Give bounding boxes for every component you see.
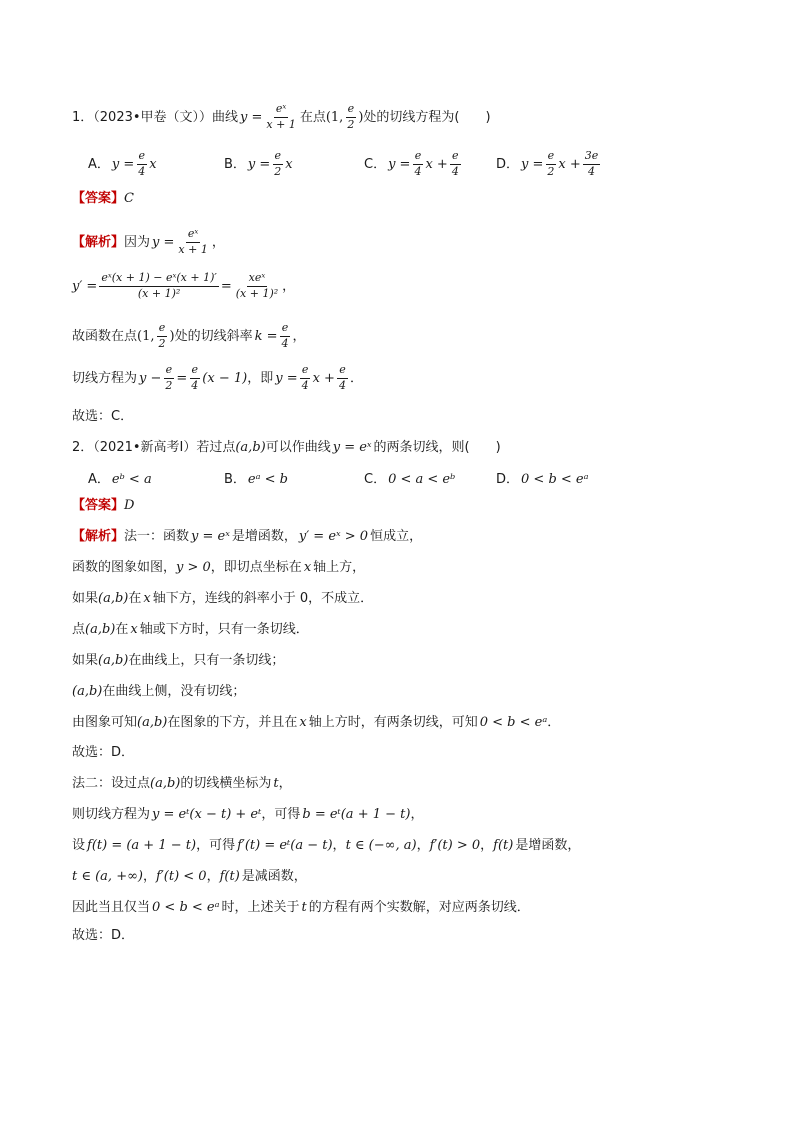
q1-tangent-lhs: y − xyxy=(139,370,162,386)
q1-option-d-after: x + xyxy=(558,156,581,172)
q2-option-d[interactable] xyxy=(496,473,589,486)
q2-lead: 2．（2021•新高考Ⅰ）若过点 xyxy=(72,440,236,455)
q1-option-c-fraction xyxy=(412,150,423,178)
q2-m7-period: ． xyxy=(547,715,561,730)
q2-option-c[interactable] xyxy=(364,473,455,486)
q2-m4-a: 点 xyxy=(72,622,86,637)
q1-tangent-num2: e xyxy=(190,364,201,379)
q2-m3-c: 轴下方，连线的斜率小于 0，不成立． xyxy=(152,591,374,606)
q1-point-den: 2 xyxy=(347,117,355,131)
q2-option-d-label: D． xyxy=(496,471,520,487)
q1-option-c-fraction2 xyxy=(450,150,461,178)
q2-m7-c: 轴上方时，有两条切线，可知 xyxy=(308,715,478,730)
q2-analysis-line5 xyxy=(72,654,284,667)
q1-option-c-den2: 4 xyxy=(451,164,459,178)
q1-curve-num: eˣ xyxy=(274,103,288,118)
q1-slope-fraction xyxy=(280,322,291,350)
q1-slope-lead: 故函数在点 xyxy=(72,328,138,344)
q1-option-d[interactable] xyxy=(496,150,602,178)
q1-derivative xyxy=(72,272,295,300)
q1-answer-tag: 【答案】 xyxy=(72,191,125,206)
q1-option-d-num2: 3e xyxy=(583,150,601,165)
q2-f6-b: 0 < b < eᵃ xyxy=(152,900,220,915)
q2-f2-comma: ， xyxy=(278,776,292,791)
q2-m3-b: 在 xyxy=(128,591,142,606)
q2-stem xyxy=(72,441,501,454)
q1-option-c-den: 4 xyxy=(414,164,422,178)
q2-f4-b: f(t) = (a + 1 − t) xyxy=(87,838,197,853)
q1-analysis-line1 xyxy=(72,228,225,256)
q2-f3-d: b = eᵗ(a + 1 − t) xyxy=(302,807,411,822)
q2-option-b-expr: eᵃ < b xyxy=(247,471,288,487)
q2-option-b-label: B． xyxy=(224,471,246,487)
q1-option-c-after: x + xyxy=(425,156,448,172)
q1-curve-fraction xyxy=(264,103,297,131)
q2-m3-point: (a,b) xyxy=(98,591,129,606)
q2-m7-a: 由图象可知 xyxy=(72,715,138,730)
q1-option-a-fraction xyxy=(136,150,147,178)
q1-option-b-fraction xyxy=(272,150,283,178)
q2-method2-line3 xyxy=(72,839,580,852)
q1-tangent-den4: 4 xyxy=(338,378,346,392)
q2-m7-d: 0 < b < eᵃ xyxy=(479,715,548,730)
q1-analysis-fraction xyxy=(176,228,209,256)
q2-m5-b: 在曲线上，只有一条切线； xyxy=(128,653,285,668)
q2-m5-a: 如果 xyxy=(72,653,99,668)
q1-deriv-den2: (x + 1)² xyxy=(235,286,279,300)
q2-m1-b: 是增函数， xyxy=(231,529,297,544)
q2-choose1-text: 故选：D． xyxy=(72,745,135,760)
q1-point-close: ) xyxy=(358,109,364,125)
q1-option-d-expr: y = xyxy=(521,156,544,172)
q2-options xyxy=(88,471,728,487)
q2-analysis-line6 xyxy=(72,685,245,698)
q1-analysis-tag: 【解析】 xyxy=(72,234,125,250)
q2-f5-b: f′(t) < 0 xyxy=(156,869,207,884)
q2-option-a[interactable] xyxy=(88,473,152,486)
q1-option-d-den: 2 xyxy=(547,164,555,178)
q2-analysis-line2 xyxy=(72,561,365,574)
q1-tail: 处的切线方程为( ) xyxy=(363,109,491,125)
q1-slope-pt-fraction xyxy=(157,322,168,350)
q2-m4-b: 在 xyxy=(115,622,129,637)
q2-m4-x: x xyxy=(130,622,138,637)
q2-m1-a: 法一：函数 xyxy=(124,529,190,544)
q1-tangent-num1: e xyxy=(164,364,175,379)
q1-analysis-lead: 因为 xyxy=(124,234,151,250)
q2-option-b[interactable] xyxy=(224,473,288,486)
q2-m5-point: (a,b) xyxy=(98,653,129,668)
q1-slope-num: e xyxy=(280,322,291,337)
q1-tangent-y-eq: y = xyxy=(275,370,298,386)
q1-slope-pt-open: (1, xyxy=(137,328,155,344)
q2-f3-a: 则切线方程为 xyxy=(72,807,151,822)
q2-option-a-label: A． xyxy=(88,471,110,487)
q1-option-b-label: B． xyxy=(224,156,246,172)
q2-choose2-text: 故选：D． xyxy=(72,928,135,943)
q1-tangent-mid: ，即 xyxy=(247,370,274,386)
q2-tail: 的两条切线，则( ) xyxy=(373,440,501,455)
q2-m2-c: ，即切点坐标在 xyxy=(210,560,302,575)
q2-f4-g: f(t) xyxy=(493,838,514,853)
q2-f3-c: ，可得 xyxy=(261,807,301,822)
q2-answer-tag: 【答案】 xyxy=(72,498,125,513)
q2-f5-comma2: ， xyxy=(206,869,220,884)
q1-option-d-fraction xyxy=(545,150,556,178)
q2-f5-d: 是减函数， xyxy=(241,869,307,884)
q1-deriv-comma: ， xyxy=(282,278,296,294)
q1-deriv-den1: (x + 1)² xyxy=(137,286,181,300)
q2-f6-t: t xyxy=(301,900,307,915)
q2-point: (a,b) xyxy=(235,440,266,455)
q1-deriv-num1: eˣ(x + 1) − eˣ(x + 1)′ xyxy=(99,272,219,287)
q1-slope-k: k = xyxy=(254,328,278,344)
q1-option-b[interactable] xyxy=(224,150,293,178)
q1-point-fraction xyxy=(345,103,356,131)
q2-method2-line5 xyxy=(72,901,530,914)
q2-m2-d: 轴上方， xyxy=(313,560,366,575)
q1-lead: 1．（2023•甲卷（文））曲线 xyxy=(72,109,239,125)
q1-analysis-num: eˣ xyxy=(186,228,200,243)
q1-option-c[interactable] xyxy=(364,150,463,178)
q2-m3-a: 如果 xyxy=(72,591,99,606)
q1-tangent-den2: 4 xyxy=(191,378,199,392)
q1-option-c-num2: e xyxy=(450,150,461,165)
q2-analysis-tag: 【解析】 xyxy=(72,529,125,544)
q1-deriv-eq: = xyxy=(220,278,232,294)
q2-f4-a: 设 xyxy=(72,838,86,853)
q1-tangent-period: ． xyxy=(349,370,363,386)
q1-tangent xyxy=(72,364,363,392)
q2-option-d-expr: 0 < b < eᵃ xyxy=(521,471,589,487)
q2-f4-comma2: ， xyxy=(416,838,430,853)
q1-point-num: e xyxy=(346,103,357,118)
q1-choose-text: 故选：C． xyxy=(72,409,134,424)
q2-answer xyxy=(72,499,134,512)
q2-method2-line1 xyxy=(72,777,292,790)
q2-option-c-expr: 0 < a < eᵇ xyxy=(388,471,456,487)
q2-m3-x: x xyxy=(143,591,151,606)
q1-stem xyxy=(72,103,491,131)
q2-f3-comma: ， xyxy=(410,807,424,822)
q1-deriv-fraction1 xyxy=(99,272,219,300)
q1-answer-value: C xyxy=(124,191,134,206)
q2-analysis-line1 xyxy=(72,530,422,543)
q1-y-eq: y = xyxy=(240,109,263,125)
q1-tangent-den3: 4 xyxy=(301,378,309,392)
q2-f2-a: 法二：设过点 xyxy=(72,776,151,791)
q1-options xyxy=(88,147,728,181)
q1-option-d-den2: 4 xyxy=(588,164,595,178)
q1-option-a-label: A． xyxy=(88,156,110,172)
q2-f4-comma3: ， xyxy=(480,838,494,853)
q2-f4-f: f′(t) > 0 xyxy=(429,838,481,853)
q2-f4-c: ，可得 xyxy=(196,838,236,853)
q2-option-a-expr: eᵇ < a xyxy=(111,471,152,487)
q2-f5-comma1: ， xyxy=(143,869,157,884)
q1-curve-den: x + 1 xyxy=(266,117,296,131)
q2-f4-e: t ∈ (−∞, a) xyxy=(345,838,417,853)
q1-choose xyxy=(72,410,133,423)
q1-tangent-den1: 2 xyxy=(165,378,173,392)
q1-tangent-fraction3 xyxy=(300,364,311,392)
q1-option-d-label: D． xyxy=(496,156,520,172)
q1-slope-den: 4 xyxy=(281,336,289,350)
q2-analysis-line3 xyxy=(72,592,373,605)
q2-m2-b: y > 0 xyxy=(176,560,211,575)
q1-tangent-num3: e xyxy=(300,364,311,379)
q2-m2-a: 函数的图象如图， xyxy=(72,560,177,575)
q1-answer xyxy=(72,192,134,205)
q1-tangent-eq: = xyxy=(176,370,188,386)
q2-f2-t: t xyxy=(273,776,279,791)
q1-point-open: (1, xyxy=(325,109,344,125)
q1-option-a-after: x xyxy=(149,156,157,172)
q2-f5-a: t ∈ (a, +∞) xyxy=(72,869,143,884)
q2-choose1 xyxy=(72,746,134,759)
q2-m1-curve: y = eˣ xyxy=(191,529,230,544)
q1-tangent-lead: 切线方程为 xyxy=(72,370,138,386)
q1-option-a[interactable] xyxy=(88,150,157,178)
q2-f6-d: 的方程有两个实数解，对应两条切线． xyxy=(308,900,530,915)
q1-analysis-y-eq: y = xyxy=(152,234,175,250)
q1-deriv-lhs: y′ = xyxy=(72,278,98,294)
q1-option-c-expr: y = xyxy=(388,156,411,172)
q2-m7-point: (a,b) xyxy=(137,715,168,730)
q2-f6-c: 时，上述关于 xyxy=(221,900,300,915)
q2-m6-point: (a,b) xyxy=(72,684,103,699)
q1-option-a-den: 4 xyxy=(138,164,146,178)
q2-m2-x: x xyxy=(303,560,312,575)
q2-analysis-line4 xyxy=(72,623,309,636)
q1-tangent-x-plus: x + xyxy=(312,370,335,386)
q1-option-d-fraction2 xyxy=(583,150,601,178)
q2-answer-value: D xyxy=(124,498,135,513)
q1-option-b-after: x xyxy=(285,156,293,172)
q1-slope xyxy=(72,322,306,350)
q2-m7-b: 在图象的下方，并且在 xyxy=(167,715,298,730)
q2-m7-x: x xyxy=(299,715,307,730)
q1-option-d-num: e xyxy=(546,150,557,165)
q2-mid: 可以作曲线 xyxy=(265,440,331,455)
q1-analysis-den: x + 1 xyxy=(178,242,208,256)
q1-analysis-comma: ， xyxy=(211,234,225,250)
q2-f6-a: 因此当且仅当 xyxy=(72,900,151,915)
q2-m4-point: (a,b) xyxy=(85,622,116,637)
q2-f5-c: f(t) xyxy=(219,869,240,884)
q2-f4-comma1: ， xyxy=(332,838,346,853)
q2-choose2 xyxy=(72,929,134,942)
q2-method2-line4 xyxy=(72,870,307,883)
q1-slope-comma: ， xyxy=(292,328,306,344)
q1-tangent-x: (x − 1) xyxy=(202,370,248,386)
q2-f2-point: (a,b) xyxy=(150,776,181,791)
q1-option-b-expr: y = xyxy=(247,156,271,172)
q1-option-b-num: e xyxy=(273,150,284,165)
q2-m6-b: 在曲线上侧，没有切线； xyxy=(102,684,246,699)
q1-option-a-num: e xyxy=(137,150,148,165)
q1-tangent-fraction1 xyxy=(163,364,174,392)
q1-slope-pt-close: ) xyxy=(169,328,175,344)
q1-slope-pt-num: e xyxy=(157,322,168,337)
q2-analysis-line7 xyxy=(72,716,560,729)
q2-m4-c: 轴或下方时，只有一条切线． xyxy=(139,622,309,637)
q2-method2-line2 xyxy=(72,808,423,821)
q2-m1-d: 恒成立， xyxy=(370,529,423,544)
q2-m1-c: y′ = eˣ > 0 xyxy=(298,529,369,544)
q1-tangent-num4: e xyxy=(337,364,348,379)
q1-option-b-den: 2 xyxy=(274,164,282,178)
q1-option-a-expr: y = xyxy=(111,156,135,172)
q1-deriv-num2: xeˣ xyxy=(247,272,268,287)
q2-f4-d: f′(t) = eᵗ(a − t) xyxy=(237,838,333,853)
q1-option-c-label: C． xyxy=(364,156,387,172)
q1-tangent-fraction2 xyxy=(189,364,200,392)
q2-option-c-label: C． xyxy=(364,471,387,487)
q2-f4-h: 是增函数， xyxy=(515,838,581,853)
q1-slope-pt-den: 2 xyxy=(158,336,166,350)
q2-curve: y = eˣ xyxy=(332,440,372,455)
q1-slope-mid: 处的切线斜率 xyxy=(174,328,253,344)
q1-option-c-num: e xyxy=(413,150,424,165)
q2-f3-b: y = eᵗ(x − t) + eᵗ xyxy=(152,807,262,822)
q1-deriv-fraction2 xyxy=(234,272,280,300)
q1-tangent-fraction4 xyxy=(337,364,348,392)
q1-mid: 在点 xyxy=(299,109,326,125)
q2-f2-b: 的切线横坐标为 xyxy=(180,776,272,791)
